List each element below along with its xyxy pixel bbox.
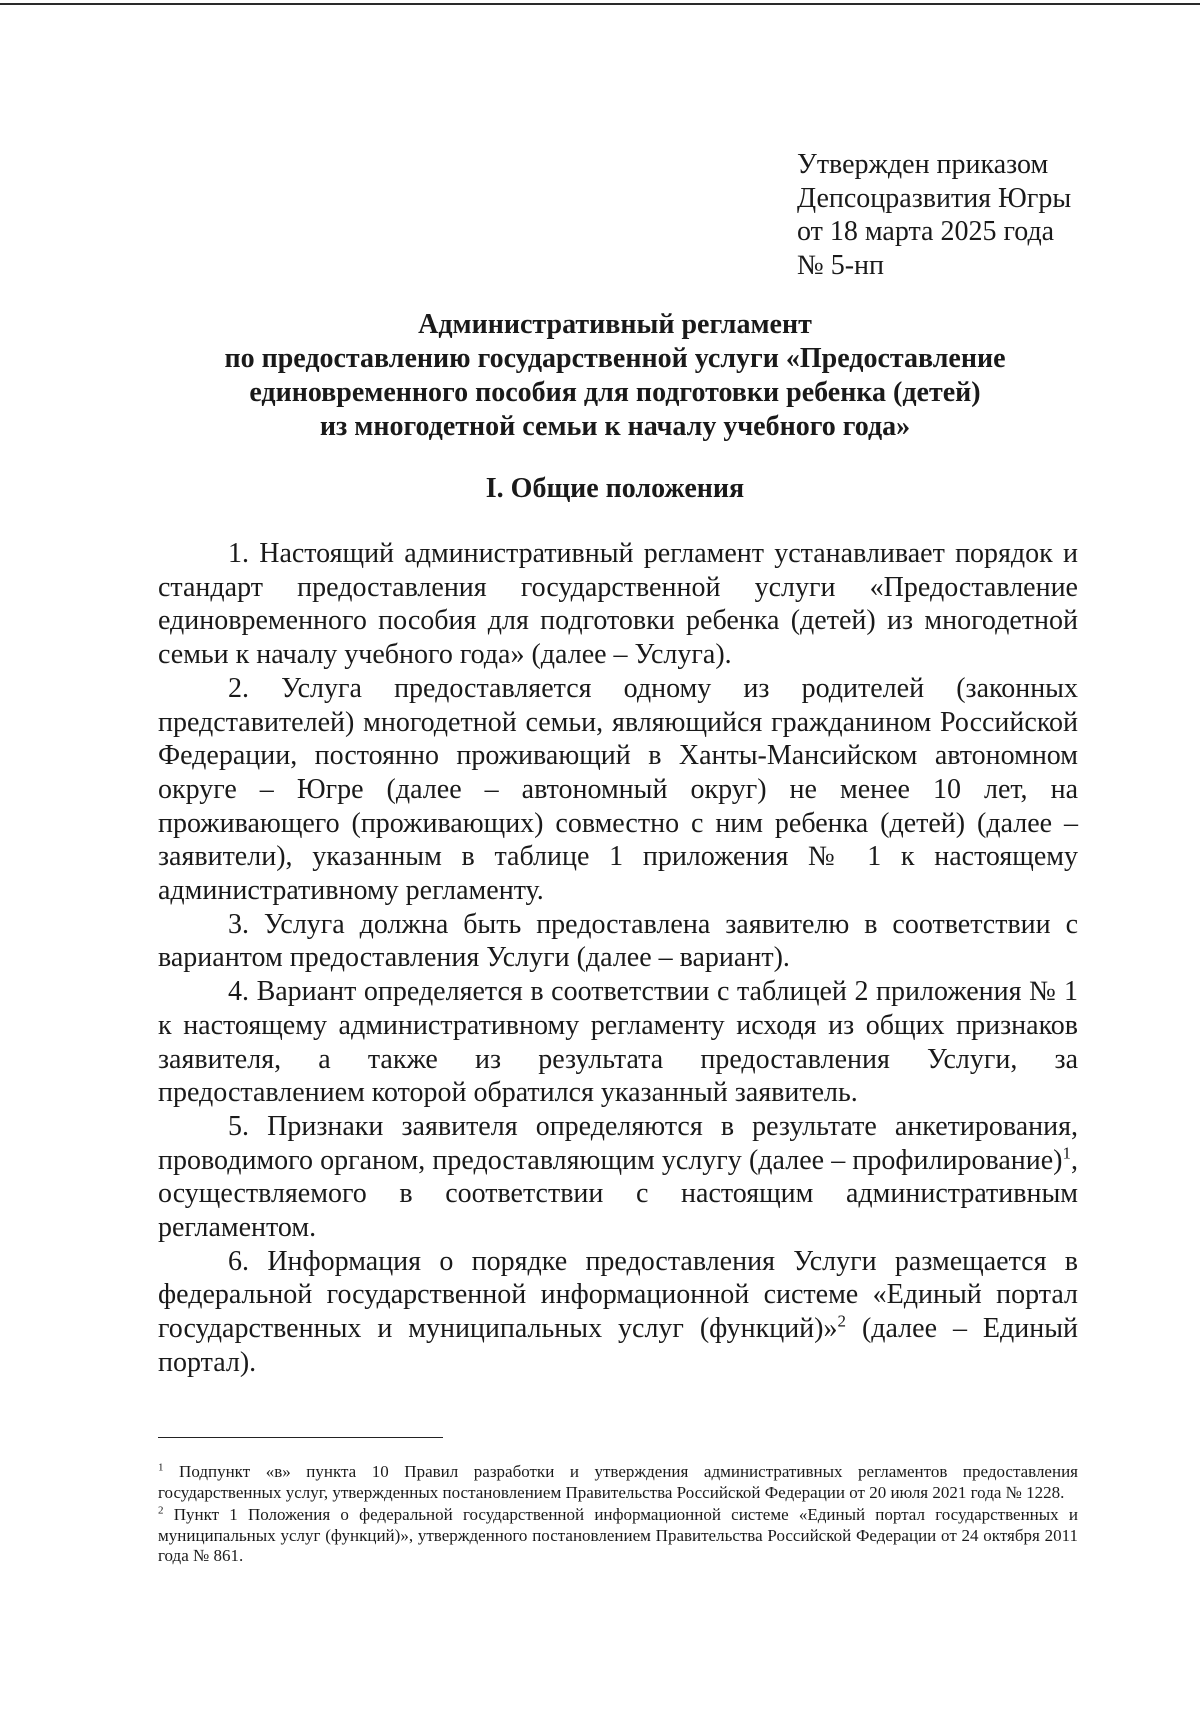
paragraph-3: 3. Услуга должна быть предоставлена заявителю в соответствии с вариантом предоставления Услуги (далее – вариант). [158, 908, 1078, 974]
footnote-ref-1: 1 [1062, 1143, 1071, 1163]
paragraph-5 [158, 1110, 1078, 1245]
title-line-1: Административный регламент [418, 309, 812, 340]
paragraph-2: 2. Услуга предоставляется одному из родителей (законных представителей) многодетной семьи, являющийся гражданином Российской Федерации, постоянно проживающий в Ханты-Мансийском автономном округе – Югре (далее – автономный округ) не менее 10 лет, на проживающего (проживающих) совместно с ним ребенка (детей) (далее – заявители), указанным в таблице 1 приложения № 1 к настоящему административному регламенту. [158, 672, 1078, 907]
paragraph-6-text-cont: (далее – Единый портал). [158, 1313, 1078, 1378]
approval-stamp [797, 148, 1071, 282]
paragraph-5-text: 5. Признаки заявителя определяются в результате анкетирования, проводимого органом, предоставляющим услугу (далее – профилирование) [158, 1110, 1078, 1176]
approval-line-2: Депсоцразвития Югры [797, 182, 1072, 214]
footnote-1-mark: 1 [158, 1461, 164, 1474]
footnote-2-text: Пункт 1 Положения о федеральной государственной информационной системе «Единый портал государственных и муниципальных услуг (функций)», утвержденного постановлением Правительства Российской Федерации от 24 октября 2011 года № 861. [158, 1505, 1078, 1566]
paragraph-1: 1. Настоящий административный регламент устанавливает порядок и стандарт предоставления государственной услуги «Предоставление единовременного пособия для подготовки ребенка (детей) из многодетной семьи к началу учебного года» (далее – Услуга). [158, 538, 1078, 671]
footnote-1-text: Подпункт «в» пункта 10 Правил разработки и утверждения административных регламентов предоставления государственных услуг, утвержденных постановлением Правительства Российской Федерации от 20 июля 2021 года № 1228. [158, 1462, 1078, 1502]
footnote-separator [158, 1437, 443, 1438]
title-line-4: из многодетной семьи к началу учебного года» [319, 411, 911, 442]
document-title [150, 308, 1080, 444]
footnote-ref-2: 2 [837, 1311, 846, 1331]
paragraph-6-text: 6. Информация о порядке предоставления Услуги размещается в федеральной государственной информационной системе «Единый портал государственных и муниципальных услуг (функций)» [158, 1245, 1078, 1345]
footnote-2-mark: 2 [158, 1504, 164, 1517]
footnotes [158, 1462, 1078, 1569]
title-line-3: единовременного пособия для подготовки ребенка (детей) [249, 377, 981, 408]
footnote-2 [158, 1505, 1078, 1567]
page-top-border [0, 3, 1200, 5]
paragraph-6 [158, 1245, 1078, 1380]
approval-line-1: Утвержден приказом [797, 149, 1049, 180]
footnote-1 [158, 1462, 1078, 1503]
document-body [158, 537, 1078, 1380]
section-heading: I. Общие положения [485, 473, 745, 504]
approval-line-4: № 5-нп [797, 249, 885, 281]
approval-line-3: от 18 марта 2025 года [797, 216, 1055, 247]
paragraph-4: 4. Вариант определяется в соответствии с таблицей 2 приложения № 1 к настоящему административному регламенту исходя из общих признаков заявителя, а также из результата предоставления Услуги, за предоставлением которой обратился указанный заявитель. [158, 976, 1078, 1109]
title-line-2: по предоставлению государственной услуги «Предоставление [224, 343, 1006, 374]
paragraph-5-text-cont: , осуществляемого в соответствии с настоящим административным регламентом. [158, 1144, 1078, 1244]
